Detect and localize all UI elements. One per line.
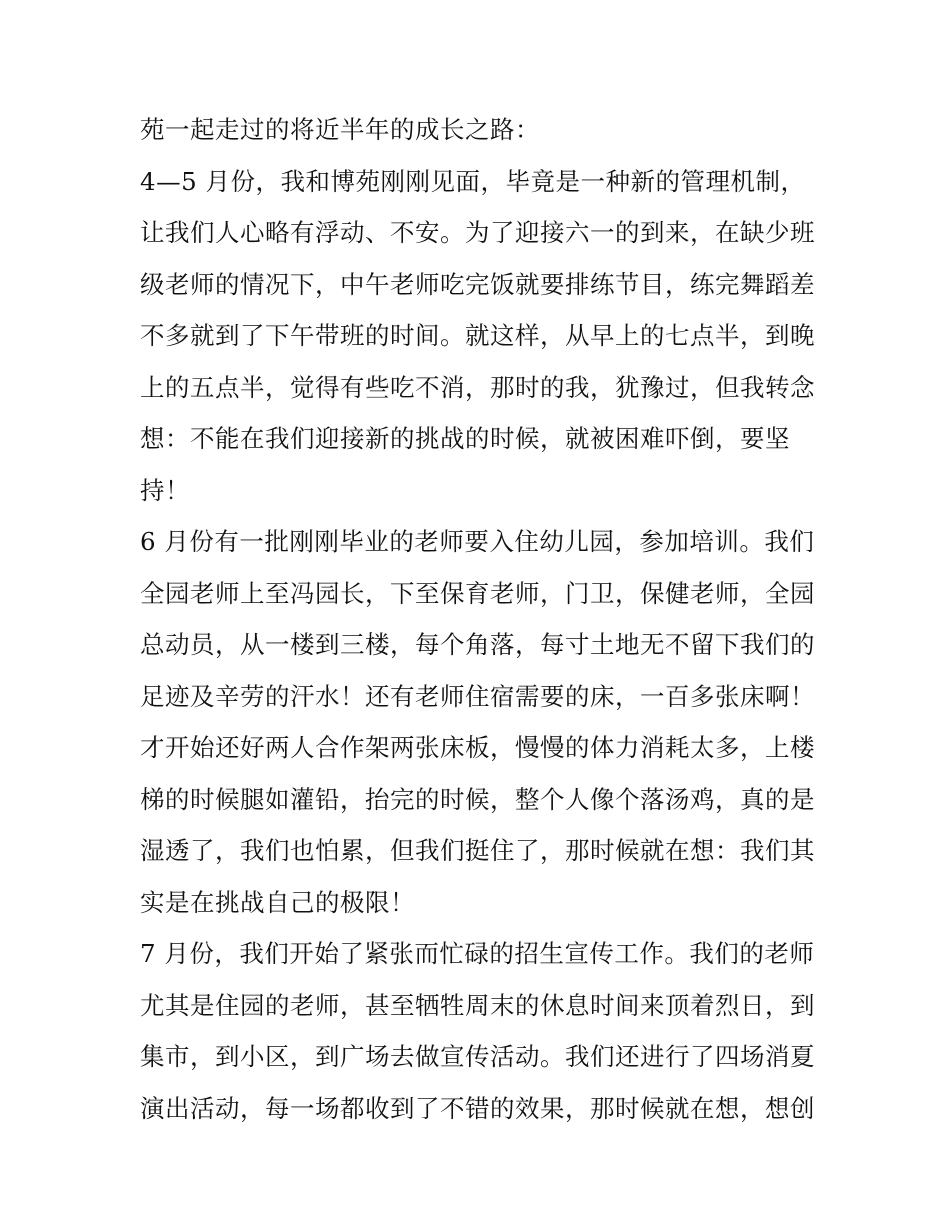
body-text: [140, 104, 820, 1134]
text-line: 实是在挑战自己的极限！: [140, 887, 415, 917]
text-line: 全园老师上至冯园长，下至保育老师，门卫，保健老师，全园: [140, 578, 815, 608]
text-line: 集市，到小区，到广场去做宣传活动。我们还进行了四场消夏: [140, 1042, 815, 1071]
text-line: 6 月份有一批刚刚毕业的老师要入住幼儿园，参加培训。我们: [140, 527, 815, 556]
text-line: 4—5 月份，我和博苑刚刚见面，毕竟是一种新的管理机制，: [140, 166, 806, 196]
text-line: 让我们人心略有浮动、不安。为了迎接六一的到来，在缺少班: [140, 218, 815, 247]
text-line: 才开始还好两人合作架两张床板，慢慢的体力消耗太多，上楼: [140, 733, 815, 762]
text-line: 尤其是住园的老师，甚至牺牲周末的休息时间来顶着烈日，到: [140, 990, 815, 1020]
text-line: 梯的时候腿如灌铅，抬完的时候，整个人像个落汤鸡，真的是: [140, 784, 815, 814]
text-line: 总动员，从一楼到三楼，每个角落，每寸土地无不留下我们的: [140, 630, 815, 659]
text-line: 足迹及辛劳的汗水！还有老师住宿需要的床，一百多张床啊！: [140, 681, 815, 711]
text-line: 不多就到了下午带班的时间。就这样，从早上的七点半，到晚: [140, 321, 815, 350]
text-line: 持！: [140, 475, 190, 505]
text-line: 7 月份，我们开始了紧张而忙碌的招生宣传工作。我们的老师: [140, 939, 815, 968]
text-line: 演出活动，每一场都收到了不错的效果，那时候就在想，想创: [140, 1093, 815, 1123]
text-line: 湿透了，我们也怕累，但我们挺住了，那时候就在想：我们其: [140, 836, 815, 865]
text-line: 苑一起走过的将近半年的成长之路：: [140, 115, 540, 144]
text-line: 级老师的情况下，中午老师吃完饭就要排练节目，练完舞蹈差: [140, 269, 815, 299]
text-line: 想：不能在我们迎接新的挑战的时候，就被困难吓倒，要坚: [140, 424, 790, 453]
text-line: 上的五点半，觉得有些吃不消，那时的我，犹豫过，但我转念: [140, 372, 815, 402]
